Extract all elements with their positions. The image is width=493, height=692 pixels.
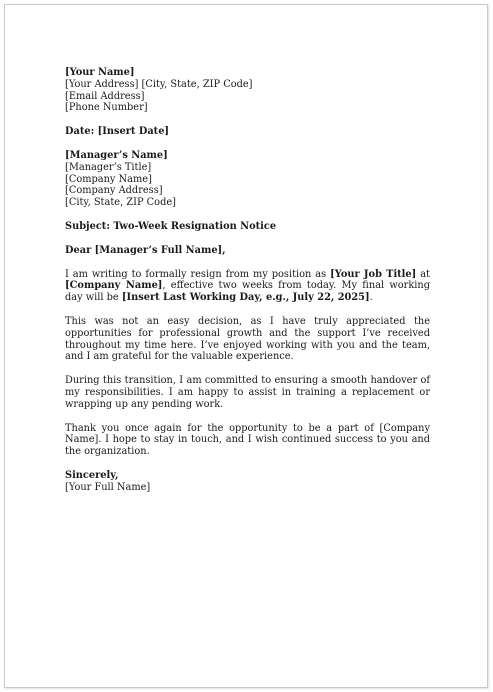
recipient-title: [Manager’s Title]	[65, 161, 152, 173]
recipient-name: [Manager’s Name]	[65, 149, 168, 161]
letter-body	[65, 67, 430, 494]
p1-last-day: [Insert Last Working Day, e.g., July 22, 2025]	[121, 292, 370, 304]
subject-line: Subject: Two-Week Resignation Notice	[65, 220, 277, 232]
sender-address: [Your Address] [City, State, ZIP Code]	[65, 78, 253, 90]
spacer	[65, 458, 430, 470]
spacer	[65, 304, 430, 316]
signature: [Your Full Name]	[65, 481, 151, 493]
p1-text-1: I am writing to formally resign from my position as	[65, 268, 331, 280]
paragraph-3: During this transition, I am committed to ensuring a smooth handover of my responsibilities. I am happy to assist in training a replacement or wrapping up any pending work.	[65, 375, 430, 410]
p1-company: [Company Name]	[65, 280, 163, 292]
p1-text-2: at	[416, 268, 430, 280]
paragraph-4: Thank you once again for the opportunity to be a part of [Company Name]. I hope to stay in touch, and I wish continued success to you and the organization.	[65, 422, 430, 458]
recipient-city: [City, State, ZIP Code]	[65, 197, 176, 209]
spacer	[65, 114, 430, 126]
salutation: Dear [Manager’s Full Name],	[65, 244, 226, 256]
sender-email: [Email Address]	[65, 90, 145, 102]
document-page	[4, 4, 488, 688]
spacer	[65, 257, 430, 269]
spacer	[65, 233, 430, 245]
recipient-address: [Company Address]	[65, 185, 163, 197]
paragraph-2: This was not an easy decision, as I have truly appreciated the opportunities for professional growth and the support I’ve received throughout my time here. I’ve enjoyed working with you and the team, and I am grateful for the valuable experience.	[65, 315, 430, 363]
sender-phone: [Phone Number]	[65, 102, 148, 114]
p1-text-3: , effective two weeks from today. My final working day will be	[65, 280, 430, 304]
p1-text-4: .	[369, 292, 373, 304]
sender-name: [Your Name]	[65, 67, 135, 78]
paragraph-1	[65, 269, 430, 304]
spacer	[65, 138, 430, 150]
date-line	[65, 126, 430, 138]
closing: Sincerely,	[65, 469, 119, 481]
spacer	[65, 363, 430, 375]
p1-job-title: [Your Job Title]	[330, 268, 417, 280]
recipient-company: [Company Name]	[65, 173, 152, 185]
date-label: Date:	[65, 126, 95, 138]
spacer	[65, 209, 430, 221]
spacer	[65, 411, 430, 423]
date-value: [Insert Date]	[97, 126, 170, 138]
